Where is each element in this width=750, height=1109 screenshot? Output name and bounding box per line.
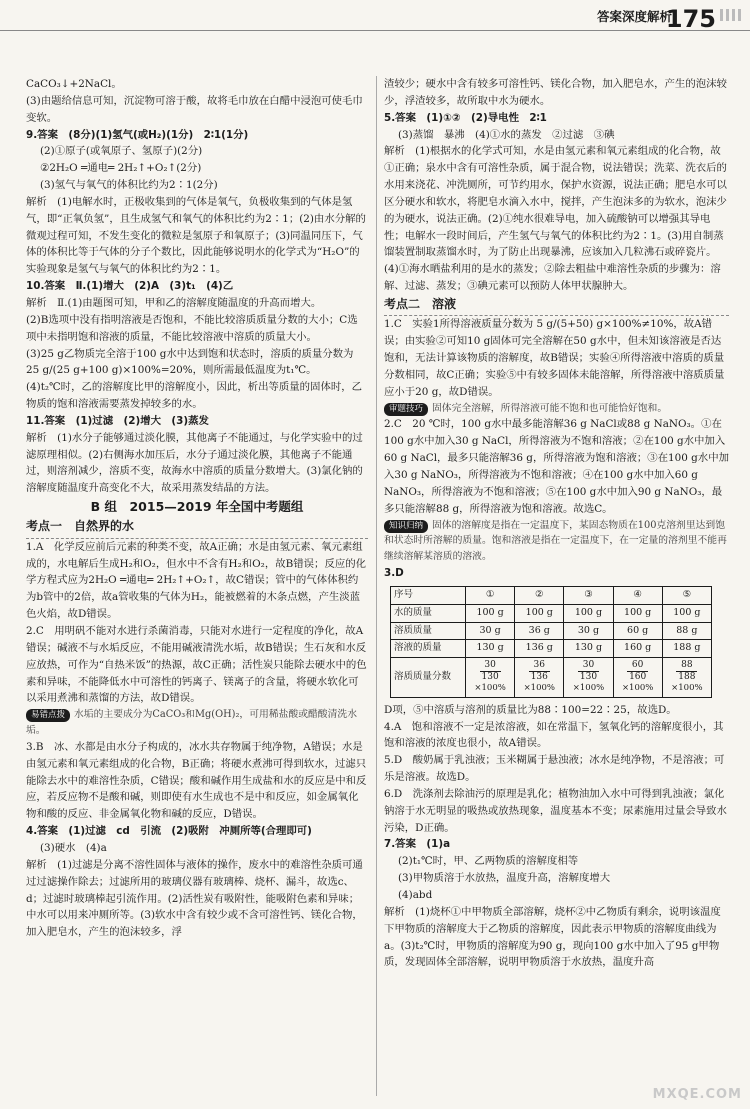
table-header-row: [391, 586, 712, 604]
table-cell: 60 g: [613, 622, 662, 640]
paragraph-text: (3)甲物质溶于水放热，温度升高，溶解度增大: [398, 872, 611, 885]
section-heading: [26, 497, 368, 517]
paragraph-text: 11.答案 (1)过滤 (2)增大 (3)蒸发: [26, 414, 209, 427]
paragraph-text: 2.C 20 ℃时，100 g水中最多能溶解36 g NaCl或88 g NaNO₃。①在100 g水中加入30 g NaCl，所得溶液为不饱和溶液；②在100 g水中加入60 g NaCl，最多只能溶解36 g，所得溶液为饱和溶液；③在100 g水中加入30 g NaNO₃，所得溶液为不饱和溶液；④在100 g水中加入60 g NaNO₃，所得溶液为不饱和溶液；⑤在100 g水中加入90 g NaNO₃，最多只能溶解88 g，所得溶液为饱和溶液。故选C。: [384, 418, 729, 515]
table-cell: 30 g: [466, 622, 515, 640]
fraction-denominator: 160: [629, 671, 647, 682]
paragraph-text: (3)氢气与氧气的体积比约为2∶1(2分): [40, 179, 218, 192]
paragraph: [384, 887, 729, 904]
paragraph-text: 解析 (1)烧杯①中甲物质全部溶解，烧杯②中乙物质有剩余，说明该温度下甲物质的溶解度大于乙物质的溶解度，因此表示甲物质的溶解度曲线为a。(3)t₂℃时，甲物质的溶解度为90 g，现向100 g水中加入了95 g甲物质，发现固体全部溶解，说明甲物质溶于水放热，温度升高: [384, 905, 721, 969]
fraction-numerator: 36: [529, 660, 550, 671]
table-cell-fraction: [662, 658, 711, 698]
fraction-suffix: ×100%: [572, 682, 605, 693]
paragraph: [26, 160, 368, 177]
watermark: MXQE.COM: [652, 1086, 742, 1102]
fraction-numerator: 30: [578, 660, 599, 671]
paragraph-text: (3)蒸馏 暴沸 (4)①水的蒸发 ②过滤 ③碘: [398, 128, 615, 141]
right-column: [384, 76, 729, 971]
table-header-cell: ⑤: [662, 586, 711, 604]
paragraph-text: 3.B 冰、水都是由水分子构成的，冰水共存物属于纯净物，A错误；水是由氢元素和氧元素组成的化合物，B正确；将硬水煮沸可得到软水，过滤只能除去水中的难溶性杂质，C错误；酸和碱作用生成盐和水的反应是中和反应，若反应物不是酸和碱，则即使有水生成也不是中和反应，如金属氧化物和酸的反应、非金属氧化物和碱的反应，D错误。: [26, 740, 367, 821]
fraction-numerator: 60: [627, 660, 648, 671]
paragraph: [384, 853, 729, 870]
paragraph-text: 固体的溶解度是指在一定温度下，某固态物质在100克溶剂里达到饱和状态时所溶解的质量。饱和溶液是指在一定温度下，在一定量的溶剂里不能再继续溶解某溶质的溶液。: [384, 519, 727, 563]
fraction-suffix: ×100%: [474, 682, 506, 693]
paragraph-text: 固体完全溶解，所得溶液可能不饱和也可能恰好饱和。: [432, 402, 668, 414]
paragraph-text: 渣较少；硬水中含有较多可溶性钙、镁化合物，加入肥皂水，产生的泡沫较少，浮渣较多，故所取中水为硬水。: [384, 78, 727, 107]
paragraph-text: (3)由题给信息可知，沉淀物可溶于酸，故将毛巾放在白醋中浸泡可使毛巾变软。: [26, 94, 363, 124]
table-cell: 溶质质量: [391, 622, 466, 640]
paragraph-text: (2)B选项中没有指明溶液是否饱和，不能比较溶质质量分数的大小；C选项中未指明饱和溶液的质量，不能比较溶液中溶质的质量大小。: [26, 313, 358, 343]
paragraph: [26, 346, 368, 380]
tip-paragraph: [26, 707, 368, 739]
paragraph-text: (3)硬水 (4)a: [40, 842, 107, 854]
table-header-cell: ②: [515, 586, 564, 604]
paragraph: [26, 430, 368, 497]
paragraph: [26, 413, 368, 430]
table-cell: 100 g: [613, 604, 662, 622]
table-cell-fraction: [466, 658, 515, 698]
fraction-numerator: 30: [480, 660, 501, 671]
paragraph: [26, 143, 368, 160]
table-cell: 溶质质量分数: [391, 658, 466, 698]
page-number: 175: [665, 5, 716, 33]
table-row: [391, 640, 712, 658]
column-divider: [376, 76, 377, 1096]
tip-paragraph: [384, 518, 729, 566]
table-cell: 130 g: [466, 640, 515, 658]
fraction: [480, 660, 501, 682]
paragraph-text: 考点一 自然界的水: [26, 519, 135, 534]
paragraph-text: 9.答案 (8分)(1)氢气(或H₂)(1分) 2∶1(1分): [26, 128, 249, 141]
paragraph: [384, 702, 729, 719]
paragraph-text: (3)25 g乙物质完全溶于100 g水中达到饱和状态时，溶质的质量分数为 25 g/(25 g+100 g)×100%=20%，则所需最低温度为t₁℃。: [26, 347, 354, 377]
table-cell: 溶液的质量: [391, 640, 466, 658]
table-cell-fraction: [515, 658, 564, 698]
paragraph: [384, 416, 729, 517]
left-column: [26, 76, 368, 941]
table-header-cell: ④: [613, 586, 662, 604]
table-cell: 88 g: [662, 622, 711, 640]
paragraph-text: 5.答案 (1)①② (2)导电性 2∶1: [384, 111, 547, 124]
table-cell: 36 g: [515, 622, 564, 640]
paragraph-text: (2)t₁℃时，甲、乙两物质的溶解度相等: [398, 855, 579, 868]
header-title: 答案深度解析: [596, 9, 672, 24]
paragraph: [384, 786, 729, 837]
paragraph: [384, 110, 729, 127]
paragraph-text: 4.A 饱和溶液不一定是浓溶液，如在常温下，氢氧化钙的溶解度很小，其饱和溶液的浓度也很小，故A错误。: [384, 720, 724, 750]
paragraph: [384, 565, 729, 582]
table-cell-fraction: [564, 658, 613, 698]
fraction: [627, 660, 648, 682]
paragraph-text: 3.D: [384, 567, 404, 580]
paragraph: [26, 840, 368, 857]
page-header: [0, 0, 750, 31]
table-row: [391, 622, 712, 640]
solubility-table: [390, 586, 712, 698]
paragraph: [384, 752, 729, 786]
paragraph: [26, 823, 368, 840]
paragraph: [26, 278, 368, 295]
paragraph: [384, 904, 729, 971]
table-cell: 30 g: [564, 622, 613, 640]
paragraph: [384, 870, 729, 887]
paragraph-text: 1.C 实验1所得溶液质量分数为 5 g/(5+50) g×100%≠10%，故A错误；由实验②可知10 g固体可完全溶解在50 g水中，但未知该溶液是否达饱和，无法计算该物质的溶解度，故B错误；实验④所得溶液中溶质的质量分数相同，故C正确；实验⑤中有较多固体未能溶解，所得溶液中溶质质量应小于20 g，故D错误。: [384, 318, 725, 398]
paragraph-text: 6.D 洗涤剂去除油污的原理是乳化；植物油加入水中可得到乳浊液；氯化钠溶于水无明显的吸热或放热现象，温度基本不变；尿素施用过量会导致水污染，D正确。: [384, 787, 727, 834]
table-cell: 100 g: [564, 604, 613, 622]
table-cell: 100 g: [466, 604, 515, 622]
fraction-denominator: 130: [481, 671, 499, 682]
table-cell: 水的质量: [391, 604, 466, 622]
paragraph-text: (2)①原子(或氧原子、氢原子)(2分): [40, 145, 203, 158]
paragraph-text: 解析 (1)水分子能够通过淡化膜，其他离子不能通过，与化学实验中的过滤原理相似。(2)右侧海水加压后，水分子通过淡化膜，其他离子不能通过，则溶剂减少，溶质不变，故海水中溶质的质量分数增大。(3)氯化钠的溶解度随温度升高变化不大，故采用蒸发结晶的方法。: [26, 431, 363, 495]
paragraph: [26, 539, 368, 623]
paragraph: [384, 143, 729, 295]
topic-heading: [384, 295, 729, 316]
table-header-cell: 序号: [391, 586, 466, 604]
table-cell: 100 g: [515, 604, 564, 622]
paragraph-text: 5.D 酸奶属于乳浊液；玉米糊属于悬浊液；冰水是纯净物，不是溶液；可乐是溶液。故选D。: [384, 754, 725, 784]
table-cell: 136 g: [515, 640, 564, 658]
paragraph-text: CaCO₃↓+2NaCl。: [26, 78, 122, 90]
fraction-denominator: 188: [678, 671, 696, 682]
paragraph: [26, 312, 368, 346]
tip-badge: 易错点拨: [26, 709, 70, 722]
fraction: [529, 660, 550, 682]
tip-paragraph: [384, 401, 729, 417]
paragraph: [26, 127, 368, 144]
fraction-suffix: ×100%: [671, 682, 703, 693]
paragraph-text: 解析 Ⅱ.(1)由题图可知，甲和乙的溶解度随温度的升高而增大。: [26, 296, 322, 309]
tip-badge: 知识归纳: [384, 520, 428, 533]
tip-badge: 审题技巧: [384, 403, 428, 416]
paragraph-text: 10.答案 Ⅱ.(1)增大 (2)A (3)t₁ (4)乙: [26, 280, 234, 293]
table-cell-fraction: [613, 658, 662, 698]
paragraph: [26, 76, 368, 93]
paragraph: [26, 194, 368, 278]
paragraph: [26, 93, 368, 127]
table-header-cell: ③: [564, 586, 613, 604]
paragraph-text: (4)abd: [398, 889, 433, 901]
paragraph: [384, 719, 729, 753]
paragraph: [384, 316, 729, 400]
paragraph-text: ②2H₂O ═通电═ 2H₂↑+O₂↑(2分): [40, 162, 202, 175]
fraction-suffix: ×100%: [621, 682, 654, 693]
paragraph: [26, 623, 368, 707]
fraction-denominator: 136: [530, 671, 548, 682]
table-row: [391, 658, 712, 698]
paragraph-text: 解析 (1)根据水的化学式可知，水是由氢元素和氧元素组成的化合物，故①正确；泉水中含有可溶性杂质，属于混合物，说法错误；洗菜、洗衣后的水用来浇花、冲洗厕所，可节约用水，保护水资源，说法正确；肥皂水可以区分硬水和软水，将肥皂水滴入水中，搅拌，产生泡沫多的为软水，泡沫少的为硬水，说法正确。(2)①纯水很难导电，加入硫酸钠可以增强其导电性；电解水一段时间后，产生氢气与氧气的体积比约为2∶1。(3)用自制蒸馏装置制取蒸馏水时，为了防止出现暴沸，应该加入几粒沸石或碎瓷片。(4)①海水晒盐利用的是水的蒸发；②除去粗盐中难溶性杂质的步骤为：溶解、过滤、蒸发；③碘元素可以预防人体甲状腺肿大。: [384, 145, 727, 293]
right-bottom-block: [384, 702, 729, 972]
paragraph-text: 水垢的主要成分为CaCO₃和Mg(OH)₂，可用稀盐酸或醋酸清洗水垢。: [26, 709, 357, 737]
paragraph: [26, 295, 368, 312]
fraction-denominator: 130: [579, 671, 598, 682]
paragraph-text: 考点二 溶液: [384, 296, 457, 311]
table-cell: 160 g: [613, 640, 662, 658]
fraction-suffix: ×100%: [523, 682, 555, 693]
paragraph: [26, 177, 368, 194]
table-row: [391, 604, 712, 622]
table-cell: 188 g: [662, 640, 711, 658]
paragraph-text: 4.答案 (1)过滤 cd 引流 (2)吸附 冲厕所等(合理即可): [26, 825, 312, 838]
paragraph-text: 解析 (1)过滤是分离不溶性固体与液体的操作，废水中的难溶性杂质可通过过滤操作除去；过滤所用的玻璃仪器有玻璃棒、烧杯、漏斗，故选c、d；过滤时玻璃棒起引流作用。(2)活性炭有吸附性，能吸附色素和异味；中水可以用来冲厕所等。(3)软水中含有较少或不含可溶性钙、镁化合物，加入肥皂水，产生的泡沫较多，浮: [26, 858, 363, 939]
fraction-numerator: 88: [676, 660, 697, 671]
paragraph-text: 7.答案 (1)a: [384, 838, 451, 851]
paragraph: [26, 379, 368, 413]
paragraph: [26, 739, 368, 823]
table-header-cell: ①: [466, 586, 515, 604]
paragraph-text: D项，⑤中溶质与溶剂的质量比为88∶100=22∶25，故选D。: [384, 703, 677, 716]
header-decoration: [720, 9, 744, 21]
paragraph-text: 1.A 化学反应前后元素的种类不变，故A正确；水是由氢元素、氧元素组成的，水电解后生成H₂和O₂，但水中不含有H₂和O₂，故B错误；反应的化学方程式应为2H₂O ═通电═ 2H₂↑+O₂↑，故C错误；管中的气体体积约为b管中的2倍，故a管收集的气体为H₂，能被燃着的木条点燃，产生淡蓝色火焰，故D错误。: [26, 540, 367, 621]
paragraph-text: B 组 2015—2019 年全国中考题组: [90, 499, 304, 515]
right-top-block: [384, 76, 729, 582]
paragraph-text: 2.C 用明矾不能对水进行杀菌消毒，只能对水进行一定程度的净化，故A错误；碱液不与水垢反应，不能用碱液清洗水垢，故B错误；生石灰和水反应放热，可作为“自热米饭”的热源，故C正确；活性炭只能除去硬水中的色素和异味，不能降低水中可溶性的钙离子、镁离子的含量，将硬水软化可以采用煮沸和蒸馏的方法，故D错误。: [26, 625, 367, 705]
paragraph-text: (4)t₂℃时，乙的溶解度比甲的溶解度小，因此，析出等质量的固体时，乙物质的饱和溶液需要蒸发掉较多的水。: [26, 381, 363, 411]
paragraph-text: 解析 (1)电解水时，正极收集到的气体是氧气，负极收集到的气体是氢气，即“正氧负氢”，且生成氢气和氧气的体积比约为2∶1；(2)由水分解的微观过程可知，不发生变化的微粒是氢原子和氧原子；(3)同温同压下，气体的体积比等于气体的分子个数比，因此能够说明水的化学式为“H₂O”的实验现象是氢气与氧气的体积比约为2∶1。: [26, 195, 366, 276]
paragraph: [384, 836, 729, 853]
fraction: [578, 660, 599, 682]
paragraph: [26, 857, 368, 941]
table-cell: 100 g: [662, 604, 711, 622]
topic-heading: [26, 517, 368, 538]
table-cell: 130 g: [564, 640, 613, 658]
paragraph: [384, 127, 729, 144]
fraction: [676, 660, 697, 682]
paragraph: [384, 76, 729, 110]
